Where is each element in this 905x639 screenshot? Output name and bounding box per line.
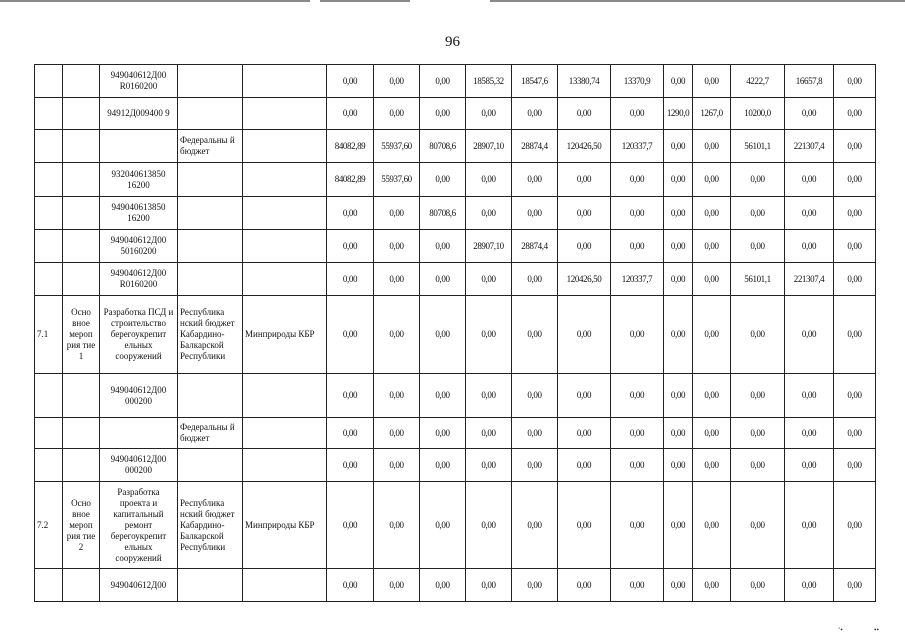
measure-name-cell [63, 449, 100, 482]
measure-name-cell [63, 197, 100, 230]
value-cell: 0,00 [420, 418, 466, 449]
value-cell: 0,00 [611, 374, 664, 418]
executor-cell: Минприроды КБР [243, 482, 327, 569]
value-cell: 0,00 [731, 197, 785, 230]
value-cell: 0,00 [693, 263, 731, 296]
value-cell: 0,00 [693, 65, 731, 98]
value-cell: 0,00 [374, 569, 420, 602]
value-cell: 0,00 [693, 482, 731, 569]
value-cell: 0,00 [611, 449, 664, 482]
measure-name-cell [63, 263, 100, 296]
value-cell: 0,00 [611, 418, 664, 449]
table-row [35, 296, 876, 374]
row-index-cell [35, 197, 63, 230]
scan-artifact-mid [320, 0, 410, 2]
value-cell: 0,00 [731, 482, 785, 569]
value-cell: 0,00 [693, 163, 731, 197]
value-cell: 0,00 [693, 197, 731, 230]
value-cell: 0,00 [664, 296, 693, 374]
value-cell: 0,00 [327, 263, 374, 296]
value-cell: 10200,0 [731, 98, 785, 130]
executor-cell [243, 418, 327, 449]
row-index-cell [35, 65, 63, 98]
value-cell: 0,00 [731, 230, 785, 263]
value-cell: 0,00 [558, 449, 611, 482]
value-cell: 28874,4 [512, 230, 558, 263]
value-cell: 0,00 [785, 197, 834, 230]
total-value-cell: 0,00 [834, 98, 876, 130]
budget-code-cell: 949040612Д00 [100, 569, 178, 602]
measure-name-cell: Осно вное мероп рия тие 2 [63, 482, 100, 569]
budget-code-cell: 949040612Д00 R0160200 [100, 65, 178, 98]
budget-code-cell: 94912Д009400 9 [100, 98, 178, 130]
value-cell: 56101,1 [731, 263, 785, 296]
measure-name-cell [63, 374, 100, 418]
value-cell: 120426,50 [558, 263, 611, 296]
value-cell: 0,00 [466, 263, 512, 296]
value-cell: 55937,60 [374, 163, 420, 197]
total-value-cell: 0,00 [834, 197, 876, 230]
value-cell: 16657,8 [785, 65, 834, 98]
value-cell: 0,00 [693, 449, 731, 482]
table-body [35, 65, 876, 602]
value-cell: 0,00 [327, 65, 374, 98]
value-cell: 0,00 [693, 296, 731, 374]
value-cell: 56101,1 [731, 130, 785, 163]
value-cell: 28874,4 [512, 130, 558, 163]
value-cell: 0,00 [420, 449, 466, 482]
value-cell: 0,00 [611, 482, 664, 569]
value-cell: 13380,74 [558, 65, 611, 98]
budget-table [34, 64, 876, 602]
total-value-cell: 0,00 [834, 418, 876, 449]
table-row [35, 98, 876, 130]
value-cell: 0,00 [664, 449, 693, 482]
value-cell: 0,00 [327, 569, 374, 602]
value-cell: 0,00 [512, 482, 558, 569]
value-cell: 0,00 [327, 98, 374, 130]
funding-source-cell: Республика нский бюджет Кабардино-Балкарской Республики [178, 482, 243, 569]
value-cell: 0,00 [664, 197, 693, 230]
total-value-cell: 0,00 [834, 130, 876, 163]
funding-source-cell: Федеральны й бюджет [178, 418, 243, 449]
table-row [35, 130, 876, 163]
value-cell: 221307,4 [785, 263, 834, 296]
value-cell: 0,00 [693, 418, 731, 449]
total-value-cell: 0,00 [834, 296, 876, 374]
value-cell: 0,00 [512, 374, 558, 418]
row-index-cell [35, 418, 63, 449]
row-index-cell: 7.2 [35, 482, 63, 569]
value-cell: 0,00 [420, 374, 466, 418]
funding-source-cell: Федеральны й бюджет [178, 130, 243, 163]
value-cell: 0,00 [558, 197, 611, 230]
measure-name-cell: Осно вное мероп рия тие 1 [63, 296, 100, 374]
value-cell: 0,00 [664, 130, 693, 163]
value-cell: 0,00 [731, 163, 785, 197]
value-cell: 0,00 [693, 130, 731, 163]
value-cell: 0,00 [466, 296, 512, 374]
total-value-cell: 0,00 [834, 374, 876, 418]
table-row [35, 263, 876, 296]
value-cell: 0,00 [664, 230, 693, 263]
value-cell: 80708,6 [420, 197, 466, 230]
value-cell: 120337,7 [611, 130, 664, 163]
row-index-cell: 7.1 [35, 296, 63, 374]
value-cell: 0,00 [664, 263, 693, 296]
page-number: 96 [445, 34, 460, 50]
value-cell: 0,00 [731, 374, 785, 418]
value-cell: 0,00 [420, 98, 466, 130]
value-cell: 0,00 [327, 449, 374, 482]
value-cell: 0,00 [420, 482, 466, 569]
value-cell: 0,00 [420, 569, 466, 602]
value-cell: 0,00 [466, 98, 512, 130]
table-row [35, 449, 876, 482]
budget-code-cell: 932040613850 16200 [100, 163, 178, 197]
value-cell: 0,00 [785, 418, 834, 449]
total-value-cell: 0,00 [834, 449, 876, 482]
value-cell: 0,00 [374, 263, 420, 296]
table-row [35, 482, 876, 569]
value-cell: 0,00 [785, 230, 834, 263]
value-cell: 84082,89 [327, 130, 374, 163]
value-cell: 0,00 [374, 482, 420, 569]
budget-code-cell: 949040612Д00 50160200 [100, 230, 178, 263]
value-cell: 0,00 [664, 374, 693, 418]
value-cell: 0,00 [693, 230, 731, 263]
value-cell: 0,00 [611, 569, 664, 602]
table-row [35, 418, 876, 449]
funding-source-cell [178, 263, 243, 296]
funding-source-cell [178, 98, 243, 130]
value-cell: 1290,0 [664, 98, 693, 130]
value-cell: 0,00 [785, 296, 834, 374]
total-value-cell: 0,00 [834, 263, 876, 296]
value-cell: 0,00 [611, 197, 664, 230]
scan-artifact-right [490, 0, 905, 2]
table-row [35, 163, 876, 197]
value-cell: 0,00 [611, 163, 664, 197]
scan-artifact-left [0, 0, 310, 2]
value-cell: 0,00 [466, 449, 512, 482]
measure-name-cell [63, 65, 100, 98]
value-cell: 80708,6 [420, 130, 466, 163]
budget-code-cell: 949040612Д00 000200 [100, 374, 178, 418]
value-cell: 0,00 [466, 418, 512, 449]
value-cell: 0,00 [327, 296, 374, 374]
row-index-cell [35, 163, 63, 197]
value-cell: 0,00 [374, 98, 420, 130]
value-cell: 18585,32 [466, 65, 512, 98]
value-cell: 0,00 [731, 418, 785, 449]
funding-source-cell [178, 65, 243, 98]
value-cell: 0,00 [558, 482, 611, 569]
value-cell: 0,00 [327, 230, 374, 263]
value-cell: 0,00 [466, 482, 512, 569]
measure-name-cell [63, 418, 100, 449]
funding-source-cell [178, 449, 243, 482]
budget-code-cell: 949040612Д00 000200 [100, 449, 178, 482]
value-cell: 0,00 [611, 296, 664, 374]
value-cell: 221307,4 [785, 130, 834, 163]
value-cell: 0,00 [664, 65, 693, 98]
value-cell: 0,00 [512, 197, 558, 230]
executor-cell [243, 98, 327, 130]
value-cell: 0,00 [512, 163, 558, 197]
value-cell: 0,00 [664, 569, 693, 602]
funding-source-cell [178, 374, 243, 418]
value-cell: 0,00 [374, 374, 420, 418]
total-value-cell: 0,00 [834, 163, 876, 197]
value-cell: 120426,50 [558, 130, 611, 163]
funding-source-cell [178, 569, 243, 602]
value-cell: 0,00 [512, 449, 558, 482]
value-cell: 0,00 [466, 163, 512, 197]
measure-name-cell [63, 569, 100, 602]
row-index-cell [35, 230, 63, 263]
value-cell: 4222,7 [731, 65, 785, 98]
value-cell: 0,00 [420, 263, 466, 296]
row-index-cell [35, 569, 63, 602]
value-cell: 0,00 [558, 296, 611, 374]
value-cell: 0,00 [374, 449, 420, 482]
value-cell: 0,00 [374, 230, 420, 263]
value-cell: 0,00 [693, 374, 731, 418]
value-cell: 0,00 [420, 65, 466, 98]
budget-code-cell: Разработка проекта и капитальный ремонт берегоукрепит ельных сооружений [100, 482, 178, 569]
value-cell: 0,00 [558, 374, 611, 418]
value-cell: 0,00 [785, 374, 834, 418]
value-cell: 0,00 [693, 569, 731, 602]
value-cell: 1267,0 [693, 98, 731, 130]
row-index-cell [35, 98, 63, 130]
executor-cell [243, 130, 327, 163]
executor-cell [243, 65, 327, 98]
value-cell: 28907,10 [466, 230, 512, 263]
value-cell: 0,00 [420, 296, 466, 374]
budget-code-cell [100, 418, 178, 449]
budget-code-cell [100, 130, 178, 163]
executor-cell [243, 163, 327, 197]
value-cell: 0,00 [512, 296, 558, 374]
value-cell: 0,00 [558, 569, 611, 602]
value-cell: 0,00 [785, 569, 834, 602]
total-value-cell: 0,00 [834, 65, 876, 98]
value-cell: 0,00 [512, 569, 558, 602]
row-index-cell [35, 449, 63, 482]
value-cell: 0,00 [512, 418, 558, 449]
value-cell: 0,00 [374, 418, 420, 449]
executor-cell: Минприроды КБР [243, 296, 327, 374]
value-cell: 55937,60 [374, 130, 420, 163]
value-cell: 28907,10 [466, 130, 512, 163]
value-cell: 0,00 [785, 449, 834, 482]
measure-name-cell [63, 163, 100, 197]
value-cell: 0,00 [611, 98, 664, 130]
executor-cell [243, 449, 327, 482]
value-cell: 0,00 [374, 197, 420, 230]
budget-code-cell: 949040613850 16200 [100, 197, 178, 230]
value-cell: 0,00 [327, 482, 374, 569]
value-cell: 0,00 [731, 569, 785, 602]
table-row [35, 569, 876, 602]
value-cell: 0,00 [374, 65, 420, 98]
funding-source-cell [178, 163, 243, 197]
value-cell: 0,00 [558, 98, 611, 130]
total-value-cell: 0,00 [834, 230, 876, 263]
value-cell: 0,00 [558, 418, 611, 449]
row-index-cell [35, 374, 63, 418]
budget-code-cell: Разработка ПСД и строительство берегоукрепит ельных сооружений [100, 296, 178, 374]
value-cell: 0,00 [374, 296, 420, 374]
value-cell: 0,00 [466, 374, 512, 418]
value-cell: 0,00 [512, 263, 558, 296]
total-value-cell: 0,00 [834, 569, 876, 602]
funding-source-cell [178, 197, 243, 230]
row-index-cell [35, 130, 63, 163]
row-index-cell [35, 263, 63, 296]
value-cell: 0,00 [327, 418, 374, 449]
table-row [35, 65, 876, 98]
value-cell: 0,00 [664, 418, 693, 449]
value-cell: 0,00 [327, 374, 374, 418]
budget-code-cell: 949040612Д00 R0160200 [100, 263, 178, 296]
value-cell: 0,00 [466, 197, 512, 230]
value-cell: 0,00 [664, 163, 693, 197]
value-cell: 84082,89 [327, 163, 374, 197]
funding-source-cell [178, 230, 243, 263]
value-cell: 0,00 [512, 98, 558, 130]
value-cell: 0,00 [327, 197, 374, 230]
executor-cell [243, 197, 327, 230]
measure-name-cell [63, 130, 100, 163]
table-row [35, 374, 876, 418]
value-cell: 0,00 [731, 296, 785, 374]
measure-name-cell [63, 230, 100, 263]
value-cell: 0,00 [731, 449, 785, 482]
funding-source-cell: Республика нский бюджет Кабардино-Балкарской Республики [178, 296, 243, 374]
measure-name-cell [63, 98, 100, 130]
executor-cell [243, 263, 327, 296]
total-value-cell: 0,00 [834, 482, 876, 569]
value-cell: 0,00 [558, 230, 611, 263]
value-cell: 13370,9 [611, 65, 664, 98]
value-cell: 0,00 [664, 482, 693, 569]
value-cell: 0,00 [785, 98, 834, 130]
executor-cell [243, 230, 327, 263]
value-cell: 0,00 [558, 163, 611, 197]
value-cell: 0,00 [420, 230, 466, 263]
value-cell: 0,00 [420, 163, 466, 197]
executor-cell [243, 374, 327, 418]
executor-cell [243, 569, 327, 602]
table-row [35, 197, 876, 230]
table-row [35, 230, 876, 263]
value-cell: 0,00 [785, 482, 834, 569]
value-cell: 0,00 [466, 569, 512, 602]
value-cell: 0,00 [611, 230, 664, 263]
corner-mark-right: •• [874, 626, 879, 634]
corner-mark-left: ‘• [838, 626, 843, 634]
value-cell: 0,00 [785, 163, 834, 197]
value-cell: 18547,6 [512, 65, 558, 98]
value-cell: 120337,7 [611, 263, 664, 296]
